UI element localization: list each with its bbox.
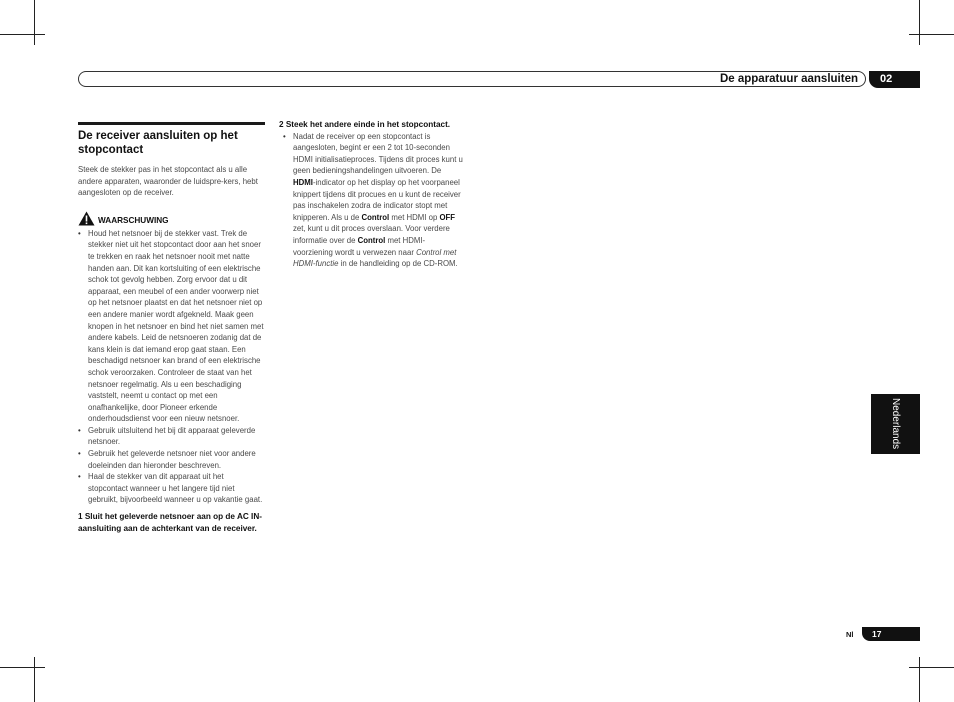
page-number: 17	[862, 627, 920, 641]
list-item: • Gebruik het geleverde netsnoer niet voor andere doeleinden dan hieronder beschreven.	[78, 448, 265, 471]
control-label: Control	[357, 235, 386, 245]
step-2-list	[279, 131, 465, 270]
left-column	[78, 122, 265, 534]
warning-title: WAARSCHUWING	[98, 215, 169, 225]
text-run: met HDMI op	[389, 212, 440, 222]
warning-list	[78, 228, 265, 506]
reference-title: Control met HDMI-functie	[293, 247, 457, 269]
crop-mark	[909, 34, 954, 35]
right-column	[279, 119, 465, 270]
warning-icon	[78, 211, 95, 226]
warning-header	[78, 211, 265, 226]
hdmi-label: HDMI	[293, 177, 313, 187]
text-run: zet, kunt u dit proces overslaan. Voor verdere informatie over de	[293, 224, 450, 245]
crop-mark	[34, 657, 35, 702]
control-label: Control	[361, 212, 390, 222]
text-run: in de handleiding op de CD-ROM.	[338, 259, 458, 269]
section-rule	[78, 122, 265, 125]
step-2: 2 Steek het andere einde in het stopcontact.	[279, 120, 451, 129]
crop-mark	[909, 667, 954, 668]
chapter-title: De apparatuur aansluiten	[719, 73, 858, 85]
list-item: • Houd het netsnoer bij de stekker vast. Trek de stekker niet uit het stopcontact door aan het snoer te trekken en raak het netsnoer nooit met natte handen aan. Dit kan kortsluiting of een elektrische schok tot gevolg hebben. Zorg ervoor dat u dit apparaat, een meubel of een ander voorwerp niet op het netsnoer plaatst en dat het netsnoer niet op een andere manier wordt afgekneld. Maak geen knopen in het netsnoer en bind het niet samen met andere kabels. Leid de netsnoeren zodanig dat de kans klein is dat iemand erop gaat staan. Een beschadigd netsnoer kan brand of een elektrische schok veroorzaken. Controleer de staat van het netsnoer regelmatig. Als u een beschadiging vaststelt, neemt u contact op met een onafhankelijke, door Pioneer erkende onderhoudsdienst voor een nieuw netsnoer.	[78, 228, 265, 425]
crop-mark	[0, 34, 45, 35]
text-run: Nadat de receiver op een stopcontact is aangesloten, begint er een 2 tot 10-seconden HDMI initialisatieproces. Tijdens dit proces kunt u geen bedieningshandelingen uitvoeren. De	[293, 131, 463, 176]
crop-mark	[919, 0, 920, 45]
chapter-number: 02	[869, 71, 920, 88]
footer-language: Nl	[846, 630, 854, 639]
list-item: • Gebruik uitsluitend het bij dit apparaat geleverde netsnoer.	[78, 425, 265, 448]
step-1: 1 Sluit het geleverde netsnoer aan op de AC IN-aansluiting aan de achterkant van de receiver.	[78, 512, 262, 533]
text-run: met HDMI-voorziening wordt u verwezen naar	[293, 235, 426, 257]
intro-paragraph: Steek de stekker pas in het stopcontact als u alle andere apparaten, waaronder de luidspre-kers, hebt aangesloten op de receiver.	[78, 165, 258, 198]
crop-mark	[34, 0, 35, 45]
language-tab	[871, 394, 920, 454]
list-item	[279, 131, 465, 270]
list-item: • Haal de stekker van dit apparaat uit het stopcontact wanneer u het langere tijd niet gebruikt, bijvoorbeeld wanneer u op vakantie gaat.	[78, 471, 265, 506]
crop-mark	[0, 667, 45, 668]
language-tab-label: Nederlands	[890, 398, 901, 450]
crop-mark	[919, 657, 920, 702]
text-run: -indicator op het display op het voorpaneel knippert tijdens dit procues en u kunt de receiver pas inschakelen zodra de indicator stopt met knipperen. Als u de	[293, 177, 461, 222]
off-label: OFF	[439, 212, 456, 222]
section-heading: De receiver aansluiten op het stopcontact	[78, 130, 238, 156]
